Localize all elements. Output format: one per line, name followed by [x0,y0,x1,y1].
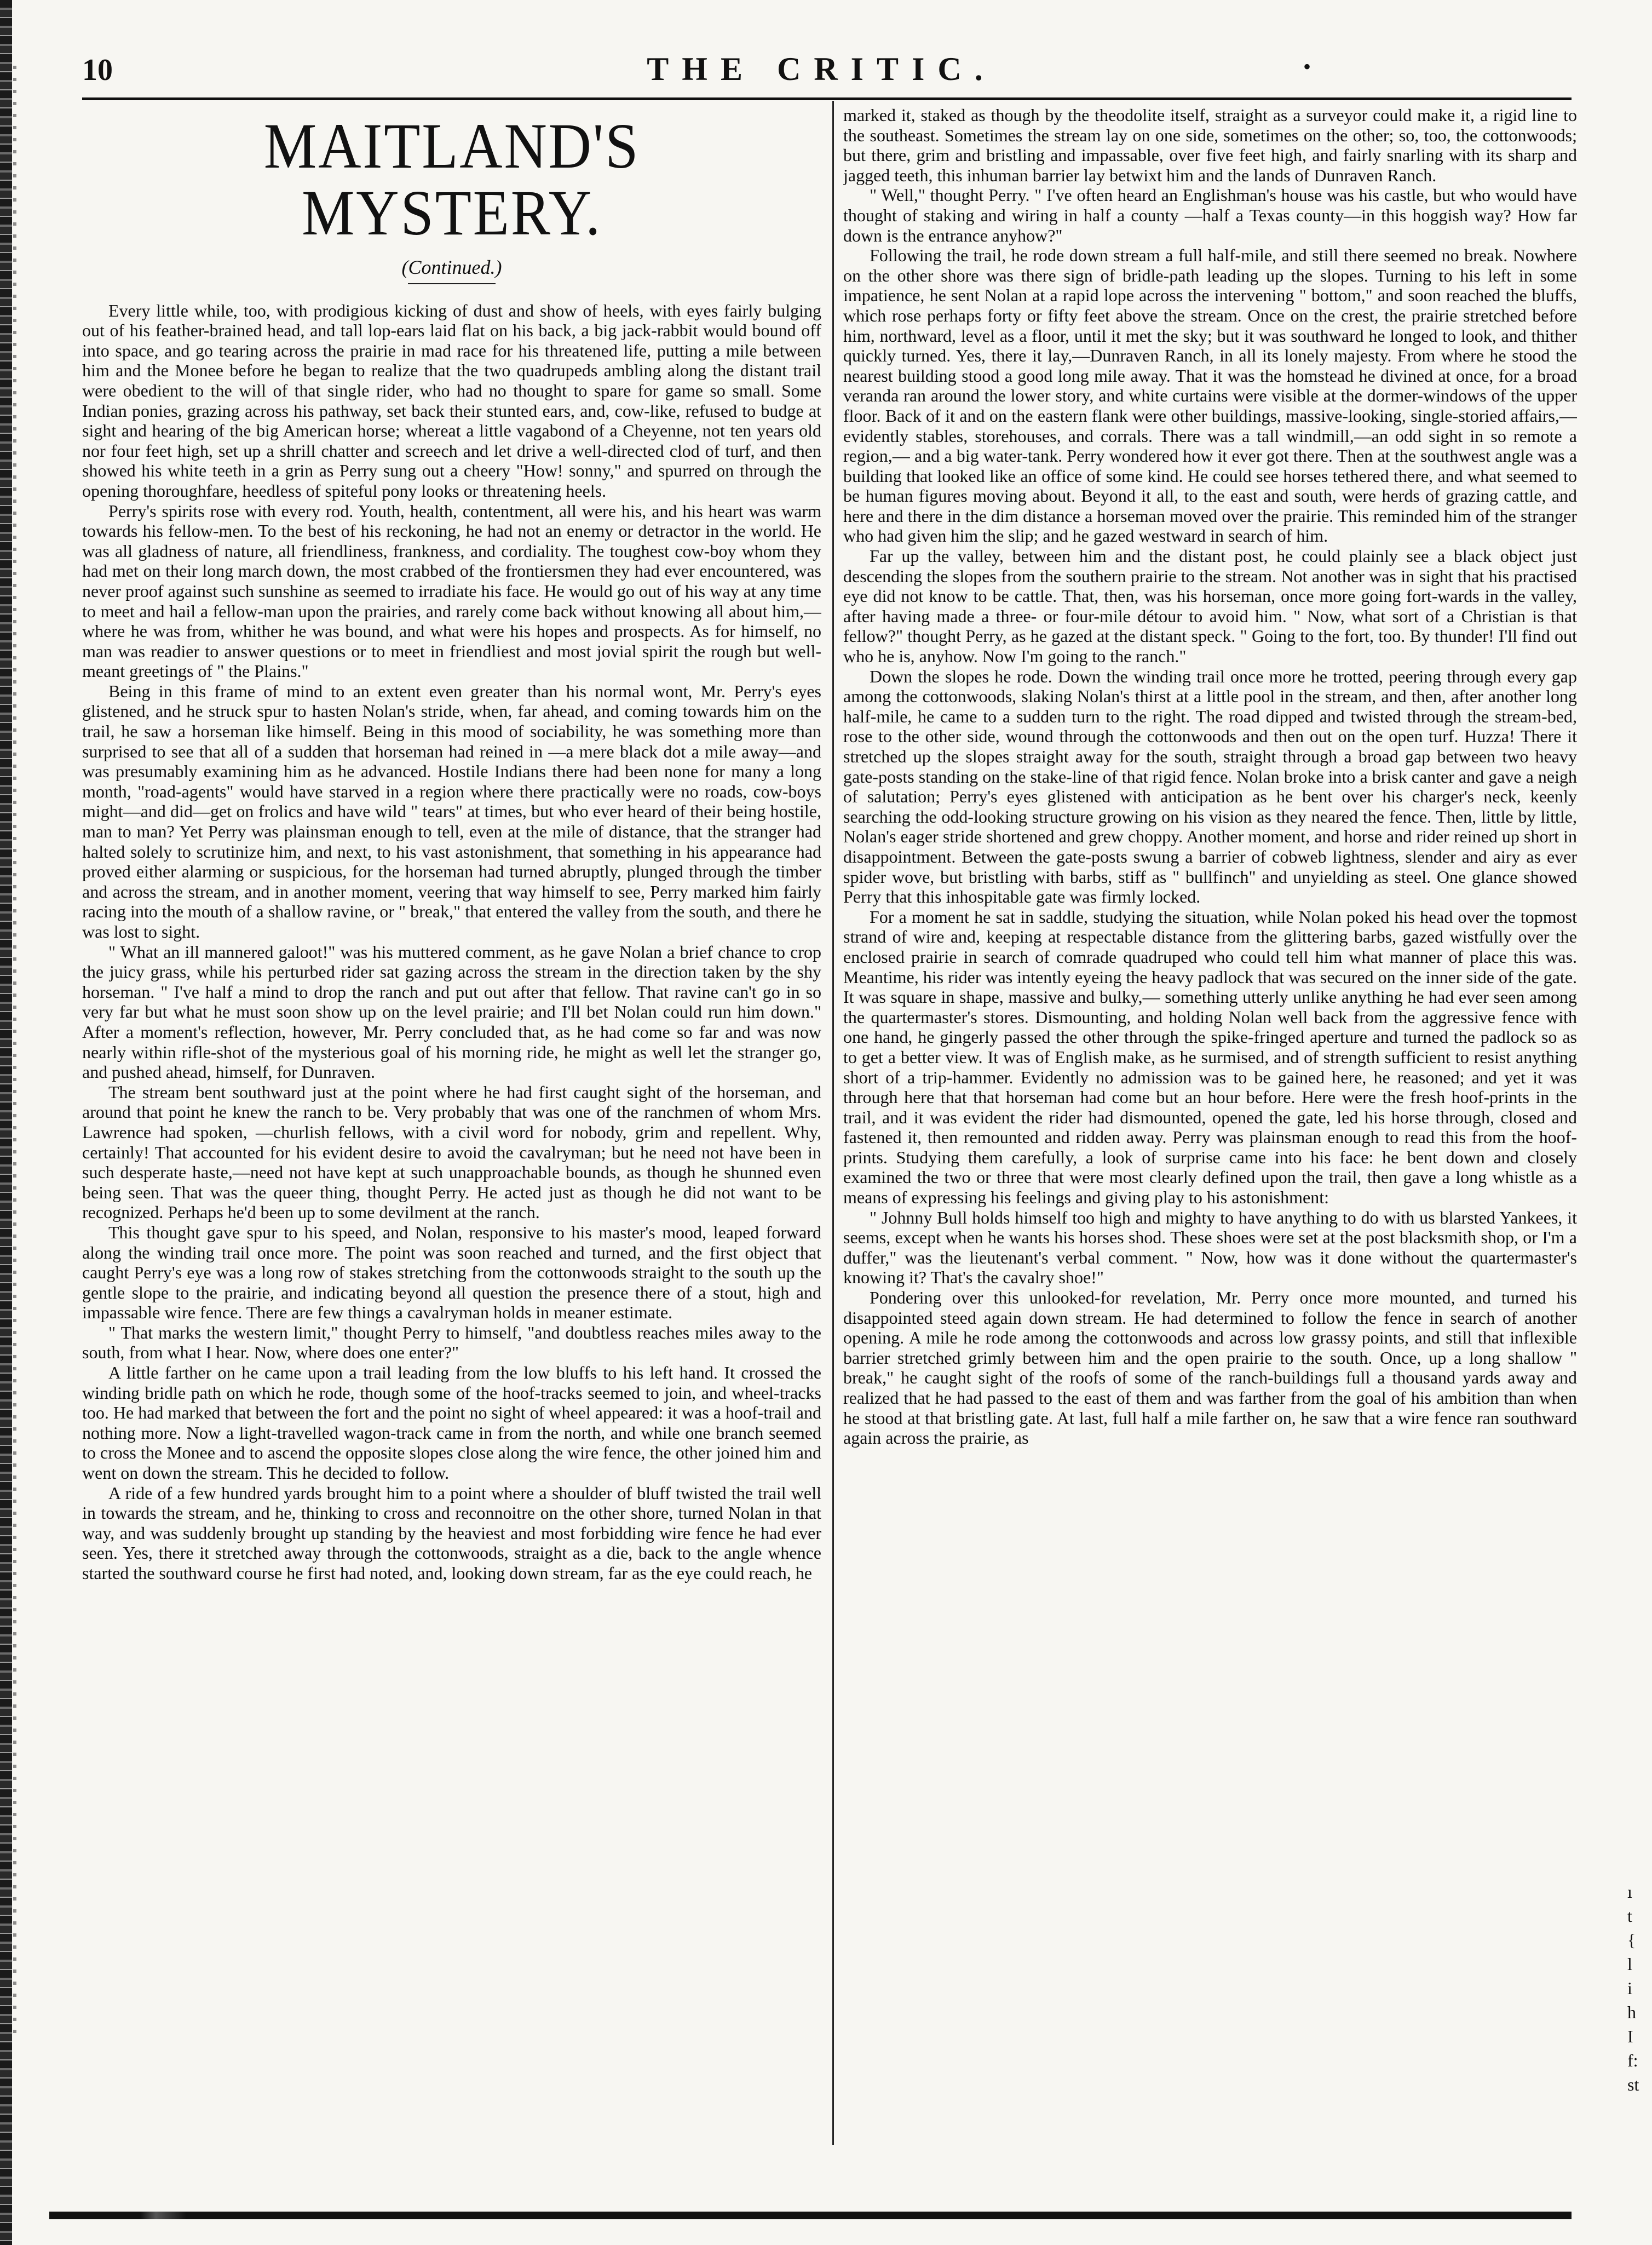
margin-fragment: I [1627,2026,1633,2046]
paragraph: This thought gave spur to his speed, and Nolan, responsive to his master's mood, leaped forward along the winding trail once more. The point was soon reached and turned, and the first object that caught Perry's eye was a long row of stakes stretching from the cottonwoods straight to the south up the gentle slope to the prairie, and indicating beyond all question the presence there of a stout, high and impassable wire fence. There are few things a cavalryman holds in meaner estimate. [82,1222,821,1323]
paragraph: Far up the valley, between him and the distant post, he could plainly see a black object just descending the slopes from the southern prairie to the stream. Not another was in sight that his practised eye did not know to be cattle. That, then, was his horseman, once more going fort-wards in the valley, after having made a three- or four-mile détour to avoid him. " Now, what sort of a Christian is that fellow?" thought Perry, as he gazed at the distant speck. " Going to the fort, too. By thunder! I'll find out who he is, anyhow. Now I'm going to the ranch." [843,546,1577,667]
paragraph: " Well," thought Perry. " I've often heard an Englishman's house was his castle, but who would have thought of staking and wiring in half a county —half a Texas county—in this hoggish way? How far down is the entrance anyhow?" [843,185,1577,245]
article-title: MAITLAND'S MYSTERY. [263,110,640,249]
margin-fragment: t [1627,1906,1632,1926]
paragraph: A little farther on he came upon a trail leading from the low bluffs to his left hand. It crossed the winding bridle path on which he rode, though some of the hoof-tracks seemed to join, and wheel-tracks too. He had marked that between the fort and the point no sight of wheel appeared: it was a hoof-trail and nothing more. Now a light-travelled wagon-track came in from the north, and while one branch seemed to cross the Monee and to ascend the opposite slopes close along the wire fence, the other joined him and went on down the stream. This he decided to follow. [82,1363,821,1483]
paragraph: Following the trail, he rode down stream a full half-mile, and still there seemed no break. Nowhere on the other shore was there sign of bridle-path leading up the slopes. Turning to his left in some impatience, he sent Nolan at a rapid lope across the intervening " bottom," and soon reached the bluffs, which rose perhaps forty or fifty feet above the stream. Once on the crest, the prairie stretched before him, northward, level as a floor, until it met the sky; but it was southward he longed to look, and thither quickly turned. Yes, there it lay,—Dunraven Ranch, in all its lonely majesty. From where he stood the nearest building stood a good long mile away. That it was the homstead he divined at once, for a broad veranda ran around the lower story, and white curtains were visible at the dormer-windows of the upper floor. Back of it and on the eastern flank were other buildings, massive-looking, single-storied affairs,—evidently stables, storehouses, and corrals. There was a tall windmill,—an odd sight in so remote a region,— and a big water-tank. Perry wondered how it ever got there. Then at the southwest angle was a building that looked like an office of some kind. He could see horses tethered there, and what seemed to be human figures moving about. Beyond it all, to the east and south, were herds of grazing cattle, and here and there in the dim distance a horseman moved over the prairie. This reminded him of the stranger who had given him the slip; and he gazed westward in search of him. [843,245,1577,546]
binding-edge-marks [13,66,16,2037]
margin-fragment: i [1627,1978,1632,1998]
binding-edge [0,0,12,2245]
paragraph: " Johnny Bull holds himself too high and mighty to have anything to do with us blarsted Yankees, it seems, except when he wants his horses shod. These shoes were set at the post blacksmith shop, or I'm a duffer," was the lieutenant's verbal comment. " Now, how was it done without the quartermaster's knowing it? That's the cavalry shoe!" [843,1207,1577,1288]
right-column-body [843,105,1577,1448]
paragraph: Being in this frame of mind to an extent even greater than his normal wont, Mr. Perry's eyes glistened, and he struck spur to hasten Nolan's stride, when, far ahead, and coming towards him on the trail, he saw a horseman like himself. Being in this mood of sociability, he was something more than surprised to see that all of a sudden that horseman had reined in —a mere black dot a mile away—and was presumably examining him as he advanced. Hostile Indians there had been none for many a long month, "road-agents" would have starved in a region where there practically were no roads, cow-boys might—and did—get on frolics and have wild " tears" at times, but who ever heard of their being hostile, man to man? Yet Perry was plainsman enough to tell, even at the mile of distance, that the stranger had halted solely to scrutinize him, and next, to his vast astonishment, that something in his appearance had proved either alarming or suspicious, for the horseman had turned abruptly, plunged through the timber and across the stream, and in another moment, veering that way himself to see, Perry marked him fairly racing into the mouth of a shallow ravine, or " break," that entered the valley from the south, and there he was lost to sight. [82,681,821,941]
margin-fragment: f: [1627,2051,1638,2070]
column-divider [832,101,834,2145]
paragraph: Every little while, too, with prodigious kicking of dust and show of heels, with eyes fairly bulging out of his feather-brained head, and tall lop-ears laid flat on his back, a big jack-rabbit would bound off into space, and go tearing across the prairie in mad race for his threatened life, putting a mile between him and the Monee before he began to realize that the two quadrupeds ambling along the distant trail were obedient to the will of that single rider, who had no thought to spare for game so small. Some Indian ponies, grazing across his pathway, set back their stunted ears, and, cow-like, refused to budge at sight and hearing of the big American horse; whereat a little vagabond of a Cheyenne, not ten years old nor four feet high, set up a shrill chatter and screech and let drive a well-directed clod of turf, and then showed his white teeth in a grin as Perry sung out a cheery "How! sonny," and spurred on through the opening thoroughfare, heedless of spiteful pony looks or threatening heels. [82,300,821,501]
margin-fragments [1627,1880,1649,2097]
margin-fragment: l [1627,1954,1632,1974]
margin-fragment: { [1627,1930,1636,1950]
paragraph: " What an ill mannered galoot!" was his muttered comment, as he gave Nolan a brief chance to crop the juicy grass, while his perturbed rider sat gazing across the stream in the direction taken by the shy horseman. " I've half a mind to drop the ranch and put out after that fellow. That ravine can't go in so very far but what he must soon show up on the level prairie; and I'll bet Nolan could run him down." After a moment's reflection, however, Mr. Perry concluded that, as he had come so far and was now nearly within rifle-shot of the mysterious goal of his morning ride, he might as well let the stranger go, and pushed ahead, himself, for Dunraven. [82,941,821,1082]
title-rule [408,283,496,284]
article-subtitle: (Continued.) [401,256,502,278]
paragraph: " That marks the western limit," thought Perry to himself, "and doubtless reaches miles away to the south, from what I hear. Now, where does one enter?" [82,1322,821,1363]
paragraph: For a moment he sat in saddle, studying the situation, while Nolan poked his head over the topmost strand of wire and, keeping at respectable distance from the glittering barbs, gazed wistfully over the enclosed prairie in search of comrade quadruped who could tell him what manner of place this was. Meantime, his rider was intently eyeing the heavy padlock that was secured on the inner side of the gate. It was square in shape, massive and bulky,— something utterly unlike anything he had ever seen among the quartermaster's stores. Dismounting, and holding Nolan well back from the aggressive fence with one hand, he gingerly passed the other through the spike-fringed aperture and turned the padlock so as to get a better view. It was of English make, as he surmised, and of strength sufficient to resist anything short of a trip-hammer. Evidently no admission was to be gained here, he reasoned; and yet it was through here that that horseman had come but an hour before. Here were the fresh hoof-prints in the trail, and it was evident the rider had dismounted, opened the gate, led his horse through, closed and fastened it, then remounted and ridden away. Perry was plainsman enough to read this from the hoof-prints. Studying them carefully, a look of surprise came into his face: he bent down and closely examined the two or three that were most clearly defined upon the trail, then gave a long whistle as a means of expressing his feelings and giving play to his astonishment: [843,906,1577,1208]
paragraph: marked it, staked as though by the theodolite itself, straight as a surveyor could make it, a rigid line to the southeast. Sometimes the stream lay on one side, sometimes on the other; so, too, the cottonwoods; but there, grim and bristling and impassable, over five feet high, and fairly snarling with its sharp and jagged teeth, this inhuman barrier lay betwixt him and the lands of Dunraven Ranch. [843,105,1577,185]
margin-fragment: st [1627,2075,1639,2094]
page-number: 10 [82,53,113,87]
paragraph: A ride of a few hundred yards brought him to a point where a shoulder of bluff twisted the trail well in towards the stream, and he, thinking to cross and reconnoitre on the other shore, turned Nolan in that way, and was suddenly brought up standing by the heaviest and most forbidding wire fence he had ever seen. Yes, there it stretched away through the cottonwoods, straight as a die, back to the angle whence started the southward course he first had noted, and, looking down stream, far as the eye could reach, he [82,1483,821,1583]
margin-fragment: h [1627,2002,1636,2022]
header-rule [82,97,1572,100]
paragraph: Down the slopes he rode. Down the winding trail once more he trotted, peering through every gap among the cottonwoods, slaking Nolan's thirst at a little pool in the stream, and then, after another long half-mile, he came to a sudden turn to the right. The road dipped and twisted through the stream-bed, rose to the other side, wound through the cottonwoods and then out on the open turf. Huzza! There it stretched up the slopes straight away for the south, straight through a broad gap between two heavy gate-posts standing on the stake-line of that rigid fence. Nolan broke into a brisk canter and gave a neigh of salutation; Perry's eyes glistened with anticipation as he bent over his charger's neck, keenly searching the odd-looking structure growing on his vision as they neared the fence. Then, little by little, Nolan's eager stride shortened and grew choppy. Another moment, and horse and rider reined up short in disappointment. Between the gate-posts swung a barrier of cobweb lightness, slender and airy as ever spider wove, but bristling with barbs, stiff as " bullfinch" and unyielding as steel. One glance showed Perry that this inhospitable gate was firmly locked. [843,666,1577,907]
paragraph: The stream bent southward just at the point where he had first caught sight of the horseman, and around that point he knew the ranch to be. Very probably that was one of the ranchmen of whom Mrs. Lawrence had spoken, —churlish fellows, with a civil word for nobody, grim and repellent. Why, certainly! That accounted for his evident desire to avoid the cavalryman; but he need not have been in such desperate haste,—need not have kept at such unapproachable bounds, as though he shunned even being seen. That was the queer thing, thought Perry. He acted just as though he did not want to be recognized. Perhaps he'd been up to some devilment at the ranch. [82,1082,821,1222]
left-column-body [82,301,821,1583]
paragraph: Perry's spirits rose with every rod. Youth, health, contentment, all were his, and his heart was warm towards his fellow-men. To the best of his reckoning, he had not an enemy or detractor in the world. He was all gladness of nature, all friendliness, frankness, and cordiality. The toughest cow-boy whom they had met on their long march down, the most crabbed of the frontiersmen they had ever encountered, was never proof against such sunshine as seemed to irradiate his face. He would go out of his way at any time to meet and hail a fellow-man upon the prairies, and rarely come back without knowing all about him,—where he was from, whither he was bound, and what were his hopes and prospects. As for himself, no man was readier to answer questions or to meet in friendliest and most jovial spirit the rough but well-meant greetings of " the Plains." [82,501,821,681]
left-column [82,105,821,2148]
header-dot: • [1303,54,1311,79]
journal-title: THE CRITIC. [647,51,996,87]
margin-fragment: ı [1627,1882,1632,1902]
right-column [843,105,1577,2148]
bottom-rule [49,2212,1572,2219]
paragraph: Pondering over this unlooked-for revelation, Mr. Perry once more mounted, and turned his disappointed steed again down stream. He had determined to follow the fence in search of another opening. A mile he rode among the cottonwoods and across low grassy points, and still that inflexible barrier stretched grimly between him and the open prairie to the south. Once, up a long shallow " break," he caught sight of the roofs of some of the ranch-buildings full a thousand yards away and realized that he had passed to the east of them and was farther from the goal of his ambition than when he stood at that bristling gate. At last, full half a mile farther on, he saw that a wire fence ran southward again across the prairie, as [843,1288,1577,1448]
